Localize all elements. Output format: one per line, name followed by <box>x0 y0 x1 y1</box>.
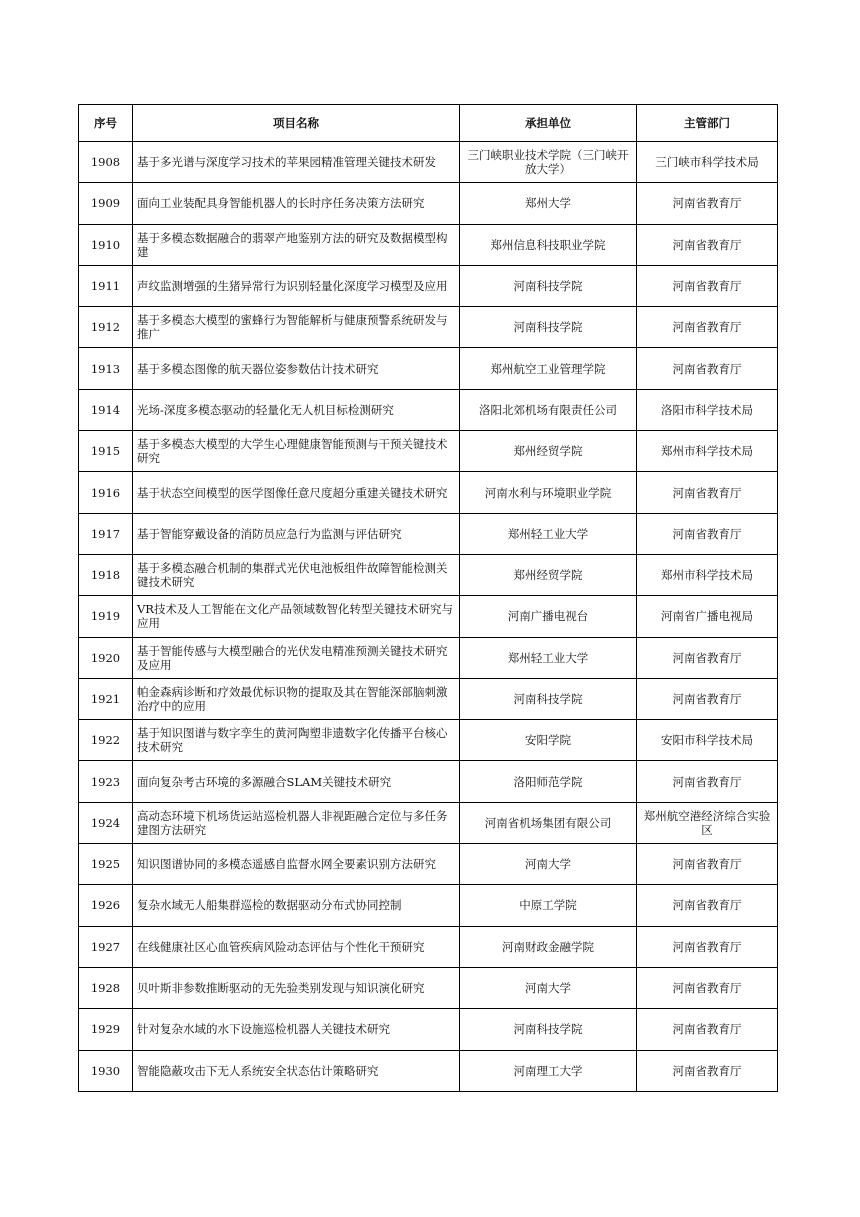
table-row <box>79 431 778 472</box>
cell-no: 1920 <box>79 637 133 678</box>
cell-project-name: 基于多模态融合机制的集群式光伏电池板组件故障智能检测关键技术研究 <box>133 554 460 595</box>
table-row <box>79 596 778 637</box>
cell-dept: 河南省教育厅 <box>637 224 778 265</box>
cell-no: 1918 <box>79 554 133 595</box>
table-body <box>79 142 778 1092</box>
cell-unit: 洛阳师范学院 <box>460 761 637 802</box>
table-row <box>79 844 778 885</box>
table-row <box>79 389 778 430</box>
cell-project-name: 基于多模态大模型的大学生心理健康智能预测与干预关键技术研究 <box>133 431 460 472</box>
table-row <box>79 967 778 1008</box>
cell-no: 1917 <box>79 513 133 554</box>
cell-unit: 郑州经贸学院 <box>460 431 637 472</box>
cell-unit: 郑州信息科技职业学院 <box>460 224 637 265</box>
cell-project-name: 面向工业装配具身智能机器人的长时序任务决策方法研究 <box>133 183 460 224</box>
cell-no: 1909 <box>79 183 133 224</box>
table-row <box>79 761 778 802</box>
cell-project-name: 声纹监测增强的生猪异常行为识别轻量化深度学习模型及应用 <box>133 265 460 306</box>
cell-no: 1928 <box>79 967 133 1008</box>
table-row <box>79 224 778 265</box>
cell-no: 1911 <box>79 265 133 306</box>
cell-dept: 河南省教育厅 <box>637 1009 778 1050</box>
cell-dept: 河南省教育厅 <box>637 513 778 554</box>
cell-project-name: 基于智能传感与大模型融合的光伏发电精准预测关键技术研究及应用 <box>133 637 460 678</box>
cell-no: 1930 <box>79 1050 133 1091</box>
cell-dept: 郑州航空港经济综合实验区 <box>637 802 778 843</box>
table-row <box>79 720 778 761</box>
cell-unit: 河南理工大学 <box>460 1050 637 1091</box>
cell-project-name: 贝叶斯非参数推断驱动的无先验类别发现与知识演化研究 <box>133 967 460 1008</box>
table-row <box>79 183 778 224</box>
table-header <box>79 105 778 142</box>
cell-project-name: 基于智能穿戴设备的消防员应急行为监测与评估研究 <box>133 513 460 554</box>
cell-dept: 洛阳市科学技术局 <box>637 389 778 430</box>
cell-unit: 河南科技学院 <box>460 265 637 306</box>
cell-unit: 洛阳北郊机场有限责任公司 <box>460 389 637 430</box>
cell-no: 1922 <box>79 720 133 761</box>
cell-unit: 郑州轻工业大学 <box>460 637 637 678</box>
cell-unit: 河南科技学院 <box>460 1009 637 1050</box>
cell-unit: 河南水利与环境职业学院 <box>460 472 637 513</box>
header-row <box>79 105 778 142</box>
table-row <box>79 307 778 348</box>
cell-dept: 河南省教育厅 <box>637 472 778 513</box>
cell-no: 1910 <box>79 224 133 265</box>
cell-project-name: 基于多模态图像的航天器位姿参数估计技术研究 <box>133 348 460 389</box>
cell-unit: 郑州大学 <box>460 183 637 224</box>
cell-no: 1914 <box>79 389 133 430</box>
cell-unit: 河南大学 <box>460 844 637 885</box>
cell-no: 1908 <box>79 142 133 183</box>
cell-unit: 河南财政金融学院 <box>460 926 637 967</box>
cell-project-name: 复杂水域无人船集群巡检的数据驱动分布式协同控制 <box>133 885 460 926</box>
cell-no: 1924 <box>79 802 133 843</box>
cell-unit: 郑州轻工业大学 <box>460 513 637 554</box>
cell-project-name: 光场-深度多模态驱动的轻量化无人机目标检测研究 <box>133 389 460 430</box>
cell-no: 1927 <box>79 926 133 967</box>
table-row <box>79 802 778 843</box>
cell-unit: 三门峡职业技术学院（三门峡开放大学） <box>460 142 637 183</box>
cell-unit: 河南科技学院 <box>460 307 637 348</box>
cell-dept: 河南省广播电视局 <box>637 596 778 637</box>
cell-no: 1923 <box>79 761 133 802</box>
cell-dept: 安阳市科学技术局 <box>637 720 778 761</box>
cell-unit: 郑州经贸学院 <box>460 554 637 595</box>
cell-unit: 安阳学院 <box>460 720 637 761</box>
cell-project-name: 在线健康社区心血管疾病风险动态评估与个性化干预研究 <box>133 926 460 967</box>
cell-dept: 河南省教育厅 <box>637 348 778 389</box>
cell-unit: 河南大学 <box>460 967 637 1008</box>
header-unit: 承担单位 <box>460 105 637 142</box>
cell-dept: 三门峡市科学技术局 <box>637 142 778 183</box>
cell-no: 1929 <box>79 1009 133 1050</box>
cell-dept: 河南省教育厅 <box>637 926 778 967</box>
cell-dept: 河南省教育厅 <box>637 637 778 678</box>
table-row <box>79 348 778 389</box>
cell-project-name: 针对复杂水域的水下设施巡检机器人关键技术研究 <box>133 1009 460 1050</box>
cell-no: 1921 <box>79 678 133 719</box>
table-row <box>79 265 778 306</box>
cell-project-name: 基于知识图谱与数字孪生的黄河陶塑非遗数字化传播平台核心技术研究 <box>133 720 460 761</box>
cell-project-name: 基于多模态大模型的蜜蜂行为智能解析与健康预警系统研发与推广 <box>133 307 460 348</box>
cell-dept: 河南省教育厅 <box>637 844 778 885</box>
cell-project-name: 帕金森病诊断和疗效最优标识物的提取及其在智能深部脑刺激治疗中的应用 <box>133 678 460 719</box>
cell-dept: 河南省教育厅 <box>637 678 778 719</box>
cell-dept: 河南省教育厅 <box>637 761 778 802</box>
cell-dept: 河南省教育厅 <box>637 265 778 306</box>
table-row <box>79 513 778 554</box>
table-row <box>79 1009 778 1050</box>
table-row <box>79 926 778 967</box>
cell-unit: 郑州航空工业管理学院 <box>460 348 637 389</box>
table-row <box>79 554 778 595</box>
cell-no: 1926 <box>79 885 133 926</box>
header-dept: 主管部门 <box>637 105 778 142</box>
cell-project-name: 智能隐蔽攻击下无人系统安全状态估计策略研究 <box>133 1050 460 1091</box>
cell-project-name: 面向复杂考古环境的多源融合SLAM关键技术研究 <box>133 761 460 802</box>
cell-no: 1919 <box>79 596 133 637</box>
cell-dept: 河南省教育厅 <box>637 885 778 926</box>
cell-dept: 郑州市科学技术局 <box>637 554 778 595</box>
cell-dept: 郑州市科学技术局 <box>637 431 778 472</box>
cell-dept: 河南省教育厅 <box>637 1050 778 1091</box>
cell-no: 1913 <box>79 348 133 389</box>
table-row <box>79 1050 778 1091</box>
cell-dept: 河南省教育厅 <box>637 967 778 1008</box>
cell-no: 1915 <box>79 431 133 472</box>
cell-project-name: 基于状态空间模型的医学图像任意尺度超分重建关键技术研究 <box>133 472 460 513</box>
cell-unit: 河南科技学院 <box>460 678 637 719</box>
cell-no: 1925 <box>79 844 133 885</box>
project-table <box>78 104 778 1092</box>
table-row <box>79 637 778 678</box>
header-no: 序号 <box>79 105 133 142</box>
table-row <box>79 678 778 719</box>
cell-no: 1916 <box>79 472 133 513</box>
cell-unit: 河南广播电视台 <box>460 596 637 637</box>
table-row <box>79 885 778 926</box>
cell-unit: 中原工学院 <box>460 885 637 926</box>
cell-dept: 河南省教育厅 <box>637 307 778 348</box>
cell-unit: 河南省机场集团有限公司 <box>460 802 637 843</box>
cell-dept: 河南省教育厅 <box>637 183 778 224</box>
cell-project-name: 知识图谱协同的多模态遥感自监督水网全要素识别方法研究 <box>133 844 460 885</box>
cell-no: 1912 <box>79 307 133 348</box>
cell-project-name: VR技术及人工智能在文化产品领域数智化转型关键技术研究与应用 <box>133 596 460 637</box>
cell-project-name: 基于多模态数据融合的翡翠产地鉴别方法的研究及数据模型构建 <box>133 224 460 265</box>
cell-project-name: 基于多光谱与深度学习技术的苹果园精准管理关键技术研发 <box>133 142 460 183</box>
table-row <box>79 142 778 183</box>
cell-project-name: 高动态环境下机场货运站巡检机器人非视距融合定位与多任务建图方法研究 <box>133 802 460 843</box>
table-row <box>79 472 778 513</box>
header-name: 项目名称 <box>133 105 460 142</box>
